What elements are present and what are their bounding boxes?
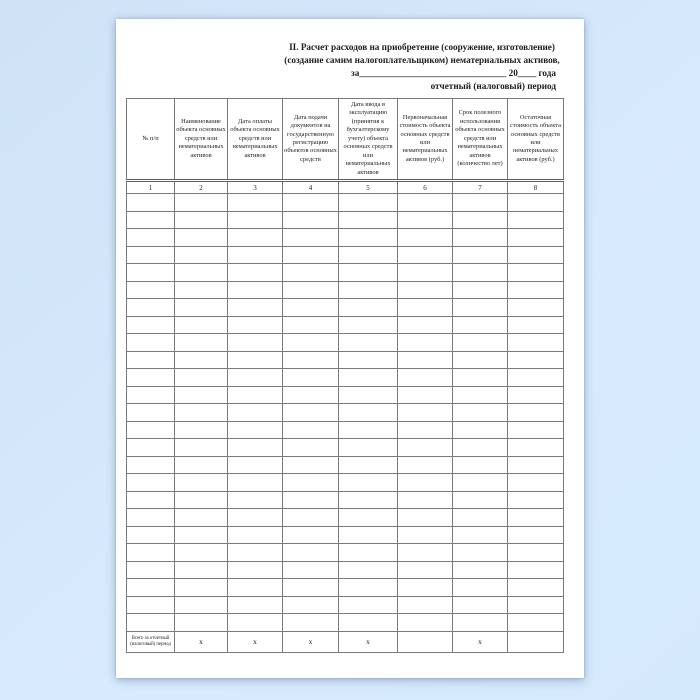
empty-cell — [508, 264, 564, 282]
empty-data-row — [127, 299, 564, 317]
empty-cell — [453, 596, 508, 614]
empty-cell — [508, 491, 564, 509]
header-col-8: Остаточная стоимость объекта основных средств или нематериальных активов (руб.) — [508, 99, 564, 181]
empty-cell — [398, 421, 453, 439]
empty-data-row — [127, 351, 564, 369]
empty-cell — [283, 439, 339, 457]
empty-cell — [398, 211, 453, 229]
empty-cell — [175, 474, 228, 492]
empty-cell — [339, 229, 398, 247]
empty-cell — [228, 299, 283, 317]
empty-cell — [453, 334, 508, 352]
empty-cell — [127, 491, 175, 509]
empty-cell — [127, 456, 175, 474]
form-title-line-4: отчетный (налоговый) период — [430, 80, 556, 91]
empty-cell — [398, 509, 453, 527]
empty-cell — [339, 299, 398, 317]
empty-cell — [453, 474, 508, 492]
empty-cell — [453, 299, 508, 317]
empty-cell — [339, 544, 398, 562]
empty-data-row — [127, 474, 564, 492]
form-title — [266, 41, 578, 93]
empty-cell — [398, 491, 453, 509]
empty-cell — [453, 491, 508, 509]
totals-label: Всего за отчетный (налоговый) период — [127, 631, 175, 652]
empty-cell — [283, 316, 339, 334]
empty-cell — [228, 316, 283, 334]
empty-cell — [283, 334, 339, 352]
empty-cell — [453, 281, 508, 299]
empty-cell — [453, 509, 508, 527]
empty-cell — [508, 421, 564, 439]
empty-cell — [508, 561, 564, 579]
empty-cell — [398, 316, 453, 334]
empty-cell — [398, 194, 453, 212]
empty-cell — [508, 596, 564, 614]
empty-cell — [228, 369, 283, 387]
empty-cell — [508, 526, 564, 544]
empty-cell — [127, 316, 175, 334]
empty-cell — [398, 474, 453, 492]
empty-cell — [398, 229, 453, 247]
empty-cell — [508, 369, 564, 387]
empty-cell — [127, 369, 175, 387]
header-col-1: № п/п — [127, 99, 175, 181]
empty-cell — [339, 421, 398, 439]
empty-cell — [453, 386, 508, 404]
empty-cell — [127, 386, 175, 404]
column-number-2: 2 — [175, 181, 228, 194]
empty-cell — [228, 264, 283, 282]
empty-cell — [228, 246, 283, 264]
empty-cell — [508, 334, 564, 352]
empty-cell — [175, 421, 228, 439]
empty-cell — [453, 369, 508, 387]
empty-data-row — [127, 456, 564, 474]
form-title-line-3: за________________________________ 20____ года — [351, 67, 556, 78]
empty-cell — [127, 596, 175, 614]
empty-cell — [339, 264, 398, 282]
empty-cell — [398, 369, 453, 387]
empty-cell — [127, 561, 175, 579]
empty-cell — [283, 509, 339, 527]
empty-cell — [339, 369, 398, 387]
empty-cell — [283, 614, 339, 632]
empty-cell — [453, 404, 508, 422]
empty-cell — [508, 509, 564, 527]
empty-cell — [175, 544, 228, 562]
empty-data-row — [127, 509, 564, 527]
table-body — [127, 194, 564, 653]
empty-data-row — [127, 194, 564, 212]
header-col-5: Дата ввода в эксплуатацию (принятия к бухгалтерскому учету) объекта основных средств или нематериальных активов — [339, 99, 398, 181]
empty-cell — [283, 211, 339, 229]
column-number-8: 8 — [508, 181, 564, 194]
empty-cell — [175, 579, 228, 597]
empty-cell — [508, 456, 564, 474]
empty-cell — [127, 421, 175, 439]
expenses-table — [126, 98, 564, 653]
empty-data-row — [127, 614, 564, 632]
header-row — [127, 99, 564, 181]
empty-cell — [283, 246, 339, 264]
column-number-4: 4 — [283, 181, 339, 194]
empty-cell — [175, 351, 228, 369]
totals-cell-col-8 — [508, 631, 564, 652]
empty-cell — [228, 211, 283, 229]
empty-cell — [228, 351, 283, 369]
empty-cell — [175, 404, 228, 422]
empty-cell — [127, 544, 175, 562]
empty-cell — [228, 509, 283, 527]
empty-cell — [453, 614, 508, 632]
form-title-line-1: II. Расчет расходов на приобретение (сооружение, изготовление) — [289, 42, 555, 52]
empty-cell — [228, 194, 283, 212]
empty-cell — [175, 211, 228, 229]
empty-cell — [283, 264, 339, 282]
empty-cell — [508, 299, 564, 317]
empty-cell — [339, 509, 398, 527]
empty-cell — [453, 544, 508, 562]
empty-cell — [283, 369, 339, 387]
empty-cell — [398, 299, 453, 317]
empty-cell — [283, 281, 339, 299]
totals-cell-col-3: х — [228, 631, 283, 652]
column-number-5: 5 — [339, 181, 398, 194]
totals-cell-col-5: х — [339, 631, 398, 652]
empty-cell — [175, 526, 228, 544]
empty-cell — [453, 579, 508, 597]
empty-cell — [398, 404, 453, 422]
empty-cell — [453, 316, 508, 334]
empty-cell — [339, 456, 398, 474]
empty-cell — [339, 211, 398, 229]
empty-cell — [508, 211, 564, 229]
empty-cell — [508, 316, 564, 334]
empty-data-row — [127, 246, 564, 264]
empty-cell — [339, 439, 398, 457]
empty-cell — [127, 351, 175, 369]
column-number-3: 3 — [228, 181, 283, 194]
empty-data-row — [127, 211, 564, 229]
empty-cell — [339, 474, 398, 492]
column-number-7: 7 — [453, 181, 508, 194]
totals-cell-col-2: х — [175, 631, 228, 652]
empty-cell — [398, 526, 453, 544]
empty-cell — [127, 211, 175, 229]
empty-cell — [283, 526, 339, 544]
empty-data-row — [127, 229, 564, 247]
empty-cell — [127, 439, 175, 457]
empty-cell — [175, 596, 228, 614]
empty-cell — [339, 316, 398, 334]
empty-cell — [127, 509, 175, 527]
empty-cell — [175, 369, 228, 387]
empty-cell — [398, 439, 453, 457]
empty-cell — [228, 474, 283, 492]
header-col-6: Первоначальная стоимость объекта основных средств или нематериальных активов (руб.) — [398, 99, 453, 181]
empty-cell — [228, 404, 283, 422]
empty-data-row — [127, 439, 564, 457]
empty-cell — [228, 561, 283, 579]
empty-cell — [127, 526, 175, 544]
empty-data-row — [127, 334, 564, 352]
empty-cell — [453, 526, 508, 544]
header-col-4: Дата подачи документов на государственную регистрацию объектов основных средств — [283, 99, 339, 181]
empty-data-row — [127, 544, 564, 562]
empty-cell — [283, 579, 339, 597]
empty-cell — [127, 579, 175, 597]
empty-cell — [127, 614, 175, 632]
empty-cell — [339, 404, 398, 422]
empty-data-row — [127, 316, 564, 334]
empty-cell — [339, 526, 398, 544]
column-number-1: 1 — [127, 181, 175, 194]
empty-cell — [508, 439, 564, 457]
empty-cell — [283, 299, 339, 317]
empty-cell — [339, 281, 398, 299]
empty-cell — [398, 596, 453, 614]
empty-cell — [228, 421, 283, 439]
empty-data-row — [127, 526, 564, 544]
empty-cell — [508, 386, 564, 404]
empty-cell — [228, 614, 283, 632]
empty-cell — [228, 596, 283, 614]
empty-cell — [508, 351, 564, 369]
empty-cell — [339, 614, 398, 632]
empty-cell — [127, 334, 175, 352]
empty-cell — [339, 351, 398, 369]
empty-data-row — [127, 386, 564, 404]
form-title-line-2: (создание самим налогоплательщиком) нематериальных активов, — [284, 54, 560, 65]
empty-cell — [283, 229, 339, 247]
empty-data-row — [127, 404, 564, 422]
empty-cell — [228, 579, 283, 597]
empty-cell — [283, 194, 339, 212]
empty-cell — [175, 386, 228, 404]
empty-cell — [283, 491, 339, 509]
empty-cell — [453, 246, 508, 264]
empty-cell — [175, 316, 228, 334]
empty-cell — [398, 334, 453, 352]
empty-cell — [508, 544, 564, 562]
empty-cell — [283, 561, 339, 579]
empty-cell — [228, 439, 283, 457]
empty-cell — [508, 404, 564, 422]
empty-cell — [175, 334, 228, 352]
empty-data-row — [127, 421, 564, 439]
empty-cell — [228, 456, 283, 474]
empty-cell — [508, 246, 564, 264]
empty-data-row — [127, 561, 564, 579]
totals-cell-col-7: х — [453, 631, 508, 652]
empty-cell — [339, 246, 398, 264]
empty-cell — [453, 439, 508, 457]
empty-cell — [453, 351, 508, 369]
empty-cell — [175, 194, 228, 212]
empty-cell — [508, 614, 564, 632]
empty-cell — [127, 246, 175, 264]
empty-cell — [283, 421, 339, 439]
empty-cell — [453, 421, 508, 439]
empty-cell — [283, 474, 339, 492]
empty-data-row — [127, 596, 564, 614]
empty-cell — [398, 281, 453, 299]
column-number-row — [127, 181, 564, 194]
empty-cell — [339, 386, 398, 404]
empty-cell — [175, 264, 228, 282]
empty-cell — [283, 456, 339, 474]
empty-cell — [127, 281, 175, 299]
empty-cell — [228, 386, 283, 404]
empty-cell — [339, 491, 398, 509]
empty-cell — [283, 596, 339, 614]
empty-cell — [175, 246, 228, 264]
header-col-3: Дата оплаты объекта основных средств или нематериальных активов — [228, 99, 283, 181]
empty-cell — [508, 229, 564, 247]
empty-cell — [453, 194, 508, 212]
empty-cell — [339, 194, 398, 212]
empty-cell — [283, 386, 339, 404]
empty-cell — [283, 404, 339, 422]
empty-cell — [175, 439, 228, 457]
empty-data-row — [127, 369, 564, 387]
column-number-6: 6 — [398, 181, 453, 194]
empty-cell — [228, 281, 283, 299]
empty-cell — [175, 456, 228, 474]
header-col-7: Срок полезного использования объекта основных средств или нематериальных активов (количество лет) — [453, 99, 508, 181]
document-page — [116, 19, 584, 678]
empty-cell — [398, 614, 453, 632]
empty-cell — [175, 299, 228, 317]
empty-cell — [127, 264, 175, 282]
empty-cell — [228, 491, 283, 509]
empty-data-row — [127, 491, 564, 509]
empty-cell — [228, 334, 283, 352]
empty-cell — [453, 211, 508, 229]
empty-cell — [398, 544, 453, 562]
empty-cell — [127, 404, 175, 422]
empty-cell — [453, 229, 508, 247]
empty-cell — [339, 334, 398, 352]
empty-cell — [508, 281, 564, 299]
empty-cell — [228, 229, 283, 247]
empty-cell — [398, 561, 453, 579]
empty-cell — [398, 456, 453, 474]
empty-cell — [175, 509, 228, 527]
empty-cell — [339, 579, 398, 597]
empty-cell — [175, 229, 228, 247]
empty-data-row — [127, 264, 564, 282]
empty-cell — [283, 544, 339, 562]
empty-cell — [127, 474, 175, 492]
totals-cell-col-6 — [398, 631, 453, 652]
empty-cell — [127, 229, 175, 247]
empty-cell — [398, 246, 453, 264]
empty-cell — [508, 579, 564, 597]
totals-row — [127, 631, 564, 652]
empty-cell — [127, 194, 175, 212]
empty-cell — [508, 194, 564, 212]
header-col-2: Наименование объекта основных средств или нематериальных активов — [175, 99, 228, 181]
empty-cell — [228, 544, 283, 562]
empty-cell — [127, 299, 175, 317]
empty-cell — [175, 561, 228, 579]
empty-cell — [283, 351, 339, 369]
empty-cell — [508, 474, 564, 492]
empty-cell — [398, 264, 453, 282]
empty-cell — [339, 561, 398, 579]
empty-cell — [175, 281, 228, 299]
empty-cell — [398, 351, 453, 369]
totals-cell-col-4: х — [283, 631, 339, 652]
empty-data-row — [127, 281, 564, 299]
empty-cell — [453, 561, 508, 579]
empty-cell — [228, 526, 283, 544]
empty-cell — [339, 596, 398, 614]
empty-data-row — [127, 579, 564, 597]
table-header — [127, 99, 564, 194]
empty-cell — [453, 456, 508, 474]
empty-cell — [175, 491, 228, 509]
empty-cell — [453, 264, 508, 282]
empty-cell — [175, 614, 228, 632]
empty-cell — [398, 579, 453, 597]
empty-cell — [398, 386, 453, 404]
